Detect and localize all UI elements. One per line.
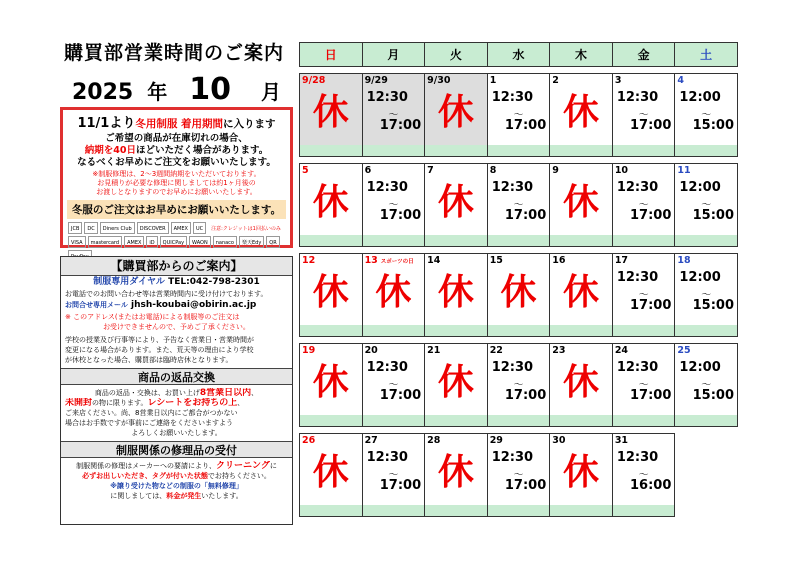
open-time: 12:30 xyxy=(616,180,659,195)
day-footer-bar xyxy=(363,505,425,516)
day-number: 23 xyxy=(552,345,566,356)
open-time: 12:00 xyxy=(679,360,721,375)
closed-mark: 休 xyxy=(563,361,600,403)
open-time: 12:00 xyxy=(679,180,721,195)
repair-lead-time-note: ※制服修理は、2～3週間納期をいただいております。 お見積りが必要な修理に関しましては約1ヶ月後の お渡しとなりますのでお早めにお願いいたします。 xyxy=(92,170,261,196)
calendar-day xyxy=(425,344,488,427)
day-footer-bar xyxy=(675,145,737,156)
calendar-day xyxy=(425,74,488,157)
calendar-day xyxy=(300,254,363,337)
close-time: 17:00 xyxy=(504,118,547,133)
day-footer-bar xyxy=(613,325,675,336)
payment-logo: QUICPay xyxy=(160,236,187,248)
month-kanji: 月 xyxy=(260,80,281,104)
calendar-day xyxy=(362,344,425,427)
closed-mark: 休 xyxy=(312,451,349,493)
day-footer-bar xyxy=(363,235,425,246)
payment-logo: Diners Club xyxy=(100,222,135,234)
day-number: 21 xyxy=(427,345,441,356)
close-time: 15:00 xyxy=(692,298,734,313)
calendar-day xyxy=(362,164,425,247)
open-time: 12:30 xyxy=(491,90,534,105)
calendar-day xyxy=(612,254,675,337)
year-month xyxy=(72,72,281,107)
day-number: 9/28 xyxy=(302,75,326,86)
day-number: 9/29 xyxy=(364,75,388,86)
day-footer-bar xyxy=(363,415,425,426)
weekday-thu: 木 xyxy=(550,43,613,67)
day-number: 18 xyxy=(677,255,691,266)
section-heading: 商品の返品交換 xyxy=(61,368,292,385)
day-number: 7 xyxy=(427,165,434,176)
closed-mark: 休 xyxy=(312,91,349,133)
closed-mark: 休 xyxy=(375,271,412,313)
payment-logo: AMEX xyxy=(171,222,191,234)
calendar-day xyxy=(300,344,363,427)
calendar-week xyxy=(300,254,738,337)
close-time: 17:00 xyxy=(504,478,547,493)
open-time: 12:00 xyxy=(679,270,721,285)
store-info-panel: 【購買部からのご案内】 制服専用ダイヤル TEL:042-798-2301 お電話でのお問い合わせ等は営業時間内に受け付けております。 お問合せ専用メール jhsh-koubai@obirin.ac.jp ※ このアドレス(またはお電話)による制服等のご注文は お受けできませんので、予めご了承ください。 学校の授業及び行事等により、予告なく営業日・営業時間が 変更になる場合があります。また、荒天等の理由により学校 が休校となった場合、購買部は臨時店休となります。 商品の返品交換 商品の返品・交換は、お買い上げ8営業日以内、 未開封の物に限ります。レシートをお持ちの上、 ご来店ください。尚、8営業日以内にご都合がつかない 場合はお手数ですが事前にご連絡をくださいますよう よろしくお願いいたします。 制服関係の修理品の受付 制服関係の修理はメーカーへの要請により、クリーニングに 必ずお出しいただき、タグが付いた状態でお持ちください。 ※譲り受けた物などの制服の「無料修理」 に関しましては、料金が発生いたします。 xyxy=(60,256,293,525)
calendar-day xyxy=(487,344,550,427)
open-time: 12:30 xyxy=(366,450,408,465)
day-footer-bar xyxy=(613,505,675,516)
day-number: 1 xyxy=(489,75,497,86)
day-footer-bar xyxy=(425,505,487,516)
month: 10 xyxy=(189,72,231,107)
day-number: 13 スポーツの日 xyxy=(364,255,414,266)
calendar-day xyxy=(612,434,675,517)
closed-mark: 休 xyxy=(563,271,600,313)
close-time: 17:00 xyxy=(504,208,547,223)
year: 2025 xyxy=(72,80,134,105)
day-number: 15 xyxy=(489,255,503,266)
day-footer-bar xyxy=(675,415,737,426)
time-separator: ～ xyxy=(638,290,649,301)
payment-logo: DC xyxy=(84,222,97,234)
close-time: 17:00 xyxy=(629,298,672,313)
close-time: 17:00 xyxy=(379,478,422,493)
calendar-day xyxy=(550,164,613,247)
open-time: 12:30 xyxy=(366,360,408,375)
time-separator: ～ xyxy=(388,200,399,211)
day-number: 20 xyxy=(364,345,378,356)
calendar-day xyxy=(487,254,550,337)
day-number: 9/30 xyxy=(427,75,451,86)
calendar-day xyxy=(612,164,675,247)
section-heading: 【購買部からのご案内】 xyxy=(61,257,292,276)
uniform-dial: 制服専用ダイヤル TEL:042-798-2301 xyxy=(93,277,260,287)
open-time: 12:30 xyxy=(491,360,534,375)
calendar-day xyxy=(487,164,550,247)
day-number: 14 xyxy=(427,255,441,266)
closed-mark: 休 xyxy=(312,271,349,313)
time-separator: ～ xyxy=(513,110,524,121)
winter-uniform-notice xyxy=(60,107,293,248)
time-separator: ～ xyxy=(701,290,712,301)
calendar-day xyxy=(487,434,550,517)
calendar-day xyxy=(362,254,425,337)
inquiry-mail: お問合せ専用メール jhsh-koubai@obirin.ac.jp xyxy=(65,300,257,310)
day-footer-bar xyxy=(363,325,425,336)
page-title: 購買部営業時間のご案内 xyxy=(64,42,285,64)
time-separator: ～ xyxy=(513,380,524,391)
open-time: 12:30 xyxy=(616,90,659,105)
day-number: 8 xyxy=(489,165,497,176)
holiday-note: スポーツの日 xyxy=(380,259,414,265)
day-number: 9 xyxy=(552,165,559,176)
closed-mark: 休 xyxy=(500,271,537,313)
close-time: 17:00 xyxy=(379,388,422,403)
day-number: 26 xyxy=(302,435,316,446)
calendar-day xyxy=(675,344,738,427)
time-separator: ～ xyxy=(701,200,712,211)
close-time: 15:00 xyxy=(692,208,734,223)
time-separator: ～ xyxy=(388,380,399,391)
calendar-day xyxy=(425,434,488,517)
day-number: 24 xyxy=(614,345,629,356)
day-number: 2 xyxy=(552,75,559,86)
closed-mark: 休 xyxy=(312,181,349,223)
mail-link[interactable]: jhsh-koubai@obirin.ac.jp xyxy=(131,300,257,310)
open-time: 12:30 xyxy=(491,180,534,195)
calendar-day xyxy=(612,344,675,427)
calendar-day xyxy=(362,434,425,517)
open-time: 12:00 xyxy=(679,90,721,105)
day-number: 30 xyxy=(552,435,566,446)
payment-logo: iD xyxy=(146,236,157,248)
closed-mark: 休 xyxy=(437,451,474,493)
year-kanji: 年 xyxy=(147,80,168,104)
weekday-header xyxy=(300,43,738,67)
payment-logo: DISCOVER xyxy=(137,222,169,234)
day-number: 22 xyxy=(489,345,503,356)
calendar-day xyxy=(550,254,613,337)
day-number: 5 xyxy=(302,165,309,176)
day-footer-bar xyxy=(300,145,362,156)
calendar-day xyxy=(425,164,488,247)
day-footer-bar xyxy=(488,505,550,516)
day-number: 16 xyxy=(552,255,566,266)
day-number: 4 xyxy=(677,75,684,86)
closed-mark: 休 xyxy=(437,271,474,313)
day-number: 12 xyxy=(302,255,316,266)
calendar-day xyxy=(675,74,738,157)
payment-logo: VISA xyxy=(68,236,86,248)
calendar-week xyxy=(300,164,738,247)
calendar-week xyxy=(300,434,738,517)
open-time: 12:30 xyxy=(366,180,408,195)
day-footer-bar xyxy=(550,325,612,336)
calendar-day xyxy=(550,434,613,517)
close-time: 16:00 xyxy=(629,478,672,493)
payment-logo: AMEX xyxy=(124,236,144,248)
calendar-week xyxy=(300,74,738,157)
day-footer-bar xyxy=(613,145,675,156)
day-footer-bar xyxy=(675,235,737,246)
closed-mark: 休 xyxy=(437,361,474,403)
day-number: 3 xyxy=(614,75,622,86)
time-separator: ～ xyxy=(513,470,524,481)
open-time: 12:30 xyxy=(616,450,659,465)
time-separator: ～ xyxy=(638,380,649,391)
time-separator: ～ xyxy=(638,470,649,481)
time-separator: ～ xyxy=(388,110,399,121)
day-number: 19 xyxy=(302,345,316,356)
day-footer-bar xyxy=(425,235,487,246)
payment-logo: mastercard xyxy=(88,236,122,248)
calendar-day xyxy=(550,344,613,427)
day-footer-bar xyxy=(550,415,612,426)
time-separator: ～ xyxy=(638,200,649,211)
day-number: 6 xyxy=(364,165,372,176)
day-footer-bar xyxy=(550,145,612,156)
open-time: 12:30 xyxy=(616,360,659,375)
day-footer-bar xyxy=(488,235,550,246)
day-footer-bar xyxy=(613,235,675,246)
calendar-day xyxy=(675,164,738,247)
day-footer-bar xyxy=(550,235,612,246)
closed-mark: 休 xyxy=(563,91,600,133)
closed-mark: 休 xyxy=(437,91,474,133)
day-footer-bar xyxy=(550,505,612,516)
section-heading: 制服関係の修理品の受付 xyxy=(61,441,292,458)
payment-logo: WAON xyxy=(189,236,211,248)
payment-logo: JCB xyxy=(68,222,82,234)
day-number: 29 xyxy=(489,435,503,446)
day-number: 27 xyxy=(364,435,378,446)
notice-body: ご希望の商品が在庫切れの場合、 納期を40日ほどいただく場合があります。 なるべくお早めにご注文をお願いいたします。 xyxy=(77,133,276,168)
calendar-day xyxy=(487,74,550,157)
day-number: 25 xyxy=(677,345,691,356)
order-early-highlight: 冬服のご注文はお早めにお願いいたします。 xyxy=(67,200,286,219)
time-separator: ～ xyxy=(701,380,712,391)
open-time: 12:30 xyxy=(366,90,408,105)
day-footer-bar xyxy=(300,415,362,426)
payment-logo: UC xyxy=(193,222,206,234)
calendar-day xyxy=(612,74,675,157)
payment-logo: QR xyxy=(266,236,279,248)
day-footer-bar xyxy=(488,415,550,426)
payment-logo: nanaco xyxy=(213,236,237,248)
close-time: 15:00 xyxy=(692,118,734,133)
weekday-sat: 土 xyxy=(675,43,738,67)
credit-single-payment-note: 注意:クレジットは1回払いのみ xyxy=(208,222,284,234)
day-footer-bar xyxy=(425,325,487,336)
closed-mark: 休 xyxy=(563,451,600,493)
day-number: 31 xyxy=(614,435,629,446)
close-time: 17:00 xyxy=(629,388,672,403)
close-time: 17:00 xyxy=(629,118,672,133)
day-number: 28 xyxy=(427,435,441,446)
day-footer-bar xyxy=(488,325,550,336)
close-time: 17:00 xyxy=(629,208,672,223)
calendar-day xyxy=(675,254,738,337)
calendar-day xyxy=(362,74,425,157)
time-separator: ～ xyxy=(388,470,399,481)
day-number: 10 xyxy=(614,165,629,176)
weekday-wed: 水 xyxy=(487,43,550,67)
open-time: 12:30 xyxy=(616,270,659,285)
weekday-fri: 金 xyxy=(612,43,675,67)
closed-mark: 休 xyxy=(312,361,349,403)
open-time: 12:30 xyxy=(491,450,534,465)
calendar-day xyxy=(425,254,488,337)
day-footer-bar xyxy=(363,145,425,156)
calendar-week xyxy=(300,344,738,427)
day-footer-bar xyxy=(425,415,487,426)
calendar-day xyxy=(300,434,363,517)
calendar xyxy=(299,42,738,517)
close-time: 15:00 xyxy=(692,388,734,403)
day-footer-bar xyxy=(488,145,550,156)
calendar-day xyxy=(300,164,363,247)
weekday-mon: 月 xyxy=(362,43,425,67)
close-time: 17:00 xyxy=(379,208,422,223)
calendar-day xyxy=(300,74,363,157)
time-separator: ～ xyxy=(513,200,524,211)
close-time: 17:00 xyxy=(379,118,422,133)
day-number: 17 xyxy=(614,255,629,266)
day-footer-bar xyxy=(300,505,362,516)
weekday-tue: 火 xyxy=(425,43,488,67)
close-time: 17:00 xyxy=(504,388,547,403)
day-footer-bar xyxy=(300,235,362,246)
calendar-body xyxy=(300,67,738,517)
closed-mark: 休 xyxy=(563,181,600,223)
empty-cell xyxy=(675,434,738,517)
day-footer-bar xyxy=(425,145,487,156)
closed-mark: 休 xyxy=(437,181,474,223)
time-separator: ～ xyxy=(638,110,649,121)
payment-logo: 楽天Edy xyxy=(239,236,264,248)
calendar-day xyxy=(550,74,613,157)
day-footer-bar xyxy=(613,415,675,426)
time-separator: ～ xyxy=(701,110,712,121)
day-footer-bar xyxy=(675,325,737,336)
day-number: 11 xyxy=(677,165,691,176)
notice-heading: 11/1より冬用制服 着用期間に入ります xyxy=(77,116,276,131)
weekday-sun: 日 xyxy=(300,43,363,67)
day-footer-bar xyxy=(300,325,362,336)
